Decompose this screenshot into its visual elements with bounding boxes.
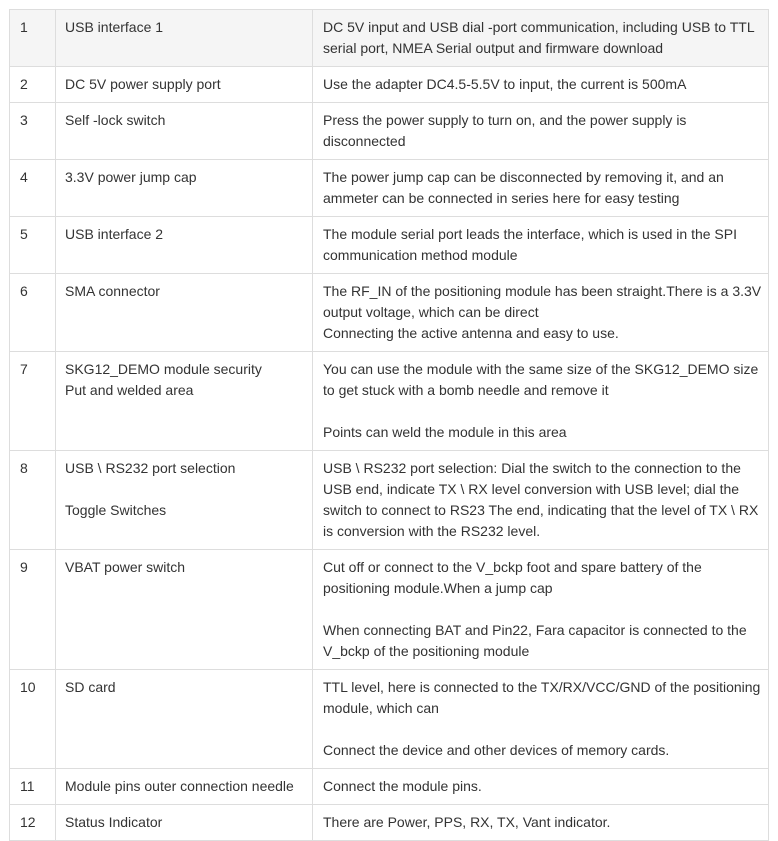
row-description: There are Power, PPS, RX, TX, Vant indicator. xyxy=(313,805,769,841)
row-number: 2 xyxy=(10,67,56,103)
table-row xyxy=(10,274,769,352)
table-row xyxy=(10,10,769,67)
row-number: 6 xyxy=(10,274,56,352)
spec-table xyxy=(9,9,769,841)
row-number: 10 xyxy=(10,670,56,769)
table-row xyxy=(10,352,769,451)
row-number: 5 xyxy=(10,217,56,274)
row-number: 4 xyxy=(10,160,56,217)
row-description: Connect the module pins. xyxy=(313,769,769,805)
row-description: TTL level, here is connected to the TX/RX/VCC/GND of the positioning module, which can Connect the device and other devices of memory cards. xyxy=(313,670,769,769)
row-name: SKG12_DEMO module security Put and welded area xyxy=(56,352,313,451)
row-name: Module pins outer connection needle xyxy=(56,769,313,805)
table-row xyxy=(10,160,769,217)
row-name: USB interface 1 xyxy=(56,10,313,67)
table-row xyxy=(10,550,769,670)
row-name: Status Indicator xyxy=(56,805,313,841)
row-description: Cut off or connect to the V_bckp foot and spare battery of the positioning module.When a jump cap When connecting BAT and Pin22, Fara capacitor is connected to the V_bckp of the positioning module xyxy=(313,550,769,670)
table-row xyxy=(10,805,769,841)
row-description: The power jump cap can be disconnected by removing it, and an ammeter can be connected in series here for easy testing xyxy=(313,160,769,217)
table-row xyxy=(10,670,769,769)
row-name: 3.3V power jump cap xyxy=(56,160,313,217)
table-row xyxy=(10,769,769,805)
row-description: The RF_IN of the positioning module has been straight.There is a 3.3V output voltage, which can be direct Connecting the active antenna and easy to use. xyxy=(313,274,769,352)
table-row xyxy=(10,217,769,274)
table-row xyxy=(10,67,769,103)
row-name: USB interface 2 xyxy=(56,217,313,274)
row-name: DC 5V power supply port xyxy=(56,67,313,103)
table-row xyxy=(10,451,769,550)
row-description: USB \ RS232 port selection: Dial the switch to the connection to the USB end, indicate TX \ RX level conversion with USB level; dial the switch to connect to RS23 The end, indicating that the level of TX \ RX is conversion with the RS232 level. xyxy=(313,451,769,550)
row-number: 9 xyxy=(10,550,56,670)
row-description: You can use the module with the same size of the SKG12_DEMO size to get stuck with a bomb needle and remove it Points can weld the module in this area xyxy=(313,352,769,451)
row-description: Press the power supply to turn on, and the power supply is disconnected xyxy=(313,103,769,160)
row-number: 7 xyxy=(10,352,56,451)
row-number: 3 xyxy=(10,103,56,160)
row-name: SMA connector xyxy=(56,274,313,352)
row-description: The module serial port leads the interface, which is used in the SPI communication method module xyxy=(313,217,769,274)
row-name: SD card xyxy=(56,670,313,769)
row-name: VBAT power switch xyxy=(56,550,313,670)
table-row xyxy=(10,103,769,160)
row-number: 1 xyxy=(10,10,56,67)
row-description: DC 5V input and USB dial -port communication, including USB to TTL serial port, NMEA Serial output and firmware download xyxy=(313,10,769,67)
row-name: Self -lock switch xyxy=(56,103,313,160)
row-description: Use the adapter DC4.5-5.5V to input, the current is 500mA xyxy=(313,67,769,103)
row-number: 8 xyxy=(10,451,56,550)
row-number: 12 xyxy=(10,805,56,841)
row-number: 11 xyxy=(10,769,56,805)
row-name: USB \ RS232 port selection Toggle Switches xyxy=(56,451,313,550)
